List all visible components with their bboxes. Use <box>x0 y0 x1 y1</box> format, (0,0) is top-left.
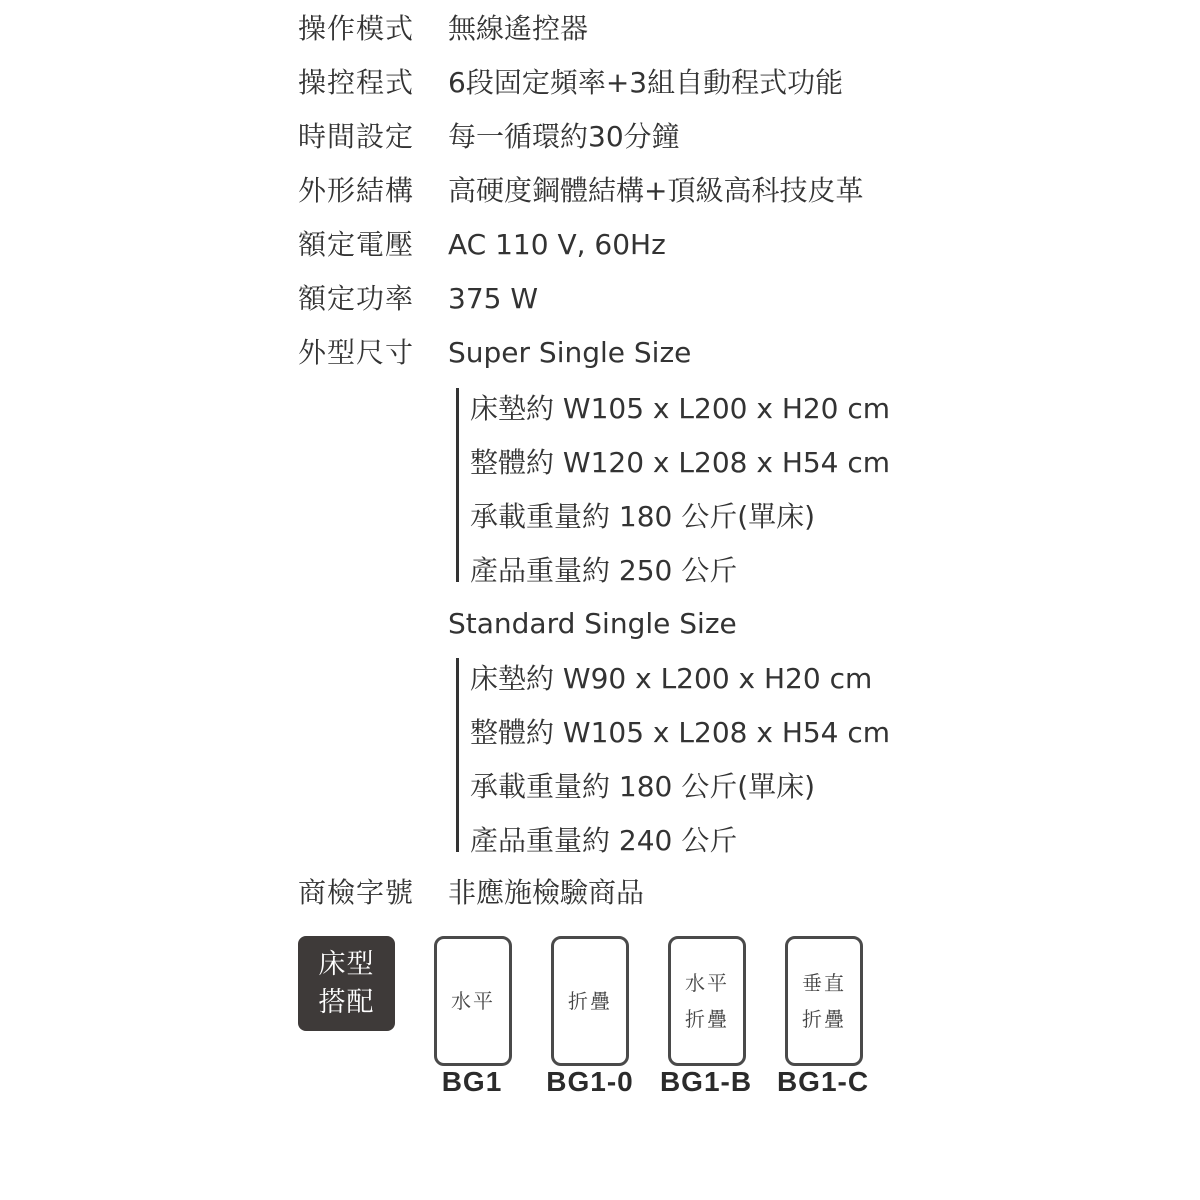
bed-card-label: 折疊 <box>568 989 612 1013</box>
bed-type-badge <box>298 936 395 1031</box>
bed-card-bg1-b <box>668 936 746 1066</box>
overall-size: 整體約 W105 x L208 x H54 cm <box>470 716 891 749</box>
spec-label: 操作模式 <box>298 12 415 45</box>
bed-model-bg1-b: BG1-B <box>659 1066 753 1097</box>
bed-card-bg1 <box>434 936 512 1066</box>
bed-model-bg1-0: BG1-0 <box>546 1066 634 1097</box>
spec-row-rated-voltage <box>298 218 666 272</box>
bed-card-label: 水平 <box>685 971 729 995</box>
mattress-size: 床墊約 W90 x L200 x H20 cm <box>470 662 873 695</box>
overall-size: 整體約 W120 x L208 x H54 cm <box>470 446 891 479</box>
spec-value: 375 W <box>448 282 539 315</box>
mattress-size: 床墊約 W105 x L200 x H20 cm <box>470 392 891 425</box>
bed-card-bg1-c <box>785 936 863 1066</box>
size-name-standard-single: Standard Single Size <box>448 606 737 640</box>
load-capacity: 承載重量約 180 公斤(單床) <box>470 770 816 803</box>
spec-value: 非應施檢驗商品 <box>448 876 645 909</box>
spec-row-rated-power <box>298 272 538 326</box>
product-weight: 產品重量約 250 公斤 <box>470 554 738 587</box>
badge-line: 床型 <box>318 948 375 980</box>
size-name-super-single: Super Single Size <box>448 336 692 369</box>
spec-value: 無線遙控器 <box>448 12 589 45</box>
standard-single-details <box>456 658 959 857</box>
spec-value: 每一循環約30分鐘 <box>448 120 680 153</box>
spec-label: 外型尺寸 <box>298 336 415 369</box>
bed-card-label: 水平 <box>451 989 495 1013</box>
spec-label: 操控程式 <box>298 66 415 99</box>
spec-row-inspection <box>298 866 644 920</box>
product-weight: 產品重量約 240 公斤 <box>470 824 738 857</box>
bed-card-bg1-0 <box>551 936 629 1066</box>
load-capacity: 承載重量約 180 公斤(單床) <box>470 500 816 533</box>
spec-row-dimensions <box>298 326 691 380</box>
bed-card-label: 折疊 <box>685 1007 729 1031</box>
bed-model-bg1: BG1 <box>441 1066 503 1097</box>
bed-model-bg1-c: BG1-C <box>776 1066 870 1097</box>
super-single-details <box>456 388 959 587</box>
spec-value: AC 110 V, 60Hz <box>448 228 666 261</box>
spec-label: 額定電壓 <box>298 228 415 261</box>
spec-row-control-program <box>298 56 843 110</box>
spec-row-structure <box>298 164 863 218</box>
spec-value: 高硬度鋼體結構+頂級高科技皮革 <box>448 174 864 207</box>
spec-label: 外形結構 <box>298 174 415 207</box>
spec-label: 額定功率 <box>298 282 415 315</box>
spec-value: 6段固定頻率+3組自動程式功能 <box>448 66 844 99</box>
spec-label: 時間設定 <box>298 120 415 153</box>
bed-card-label: 垂直 <box>802 971 846 995</box>
bed-card-label: 折疊 <box>802 1007 846 1031</box>
spec-row-operation-mode <box>298 2 588 56</box>
badge-line: 搭配 <box>318 986 375 1018</box>
spec-row-time-setting <box>298 110 680 164</box>
spec-label: 商檢字號 <box>298 876 415 909</box>
